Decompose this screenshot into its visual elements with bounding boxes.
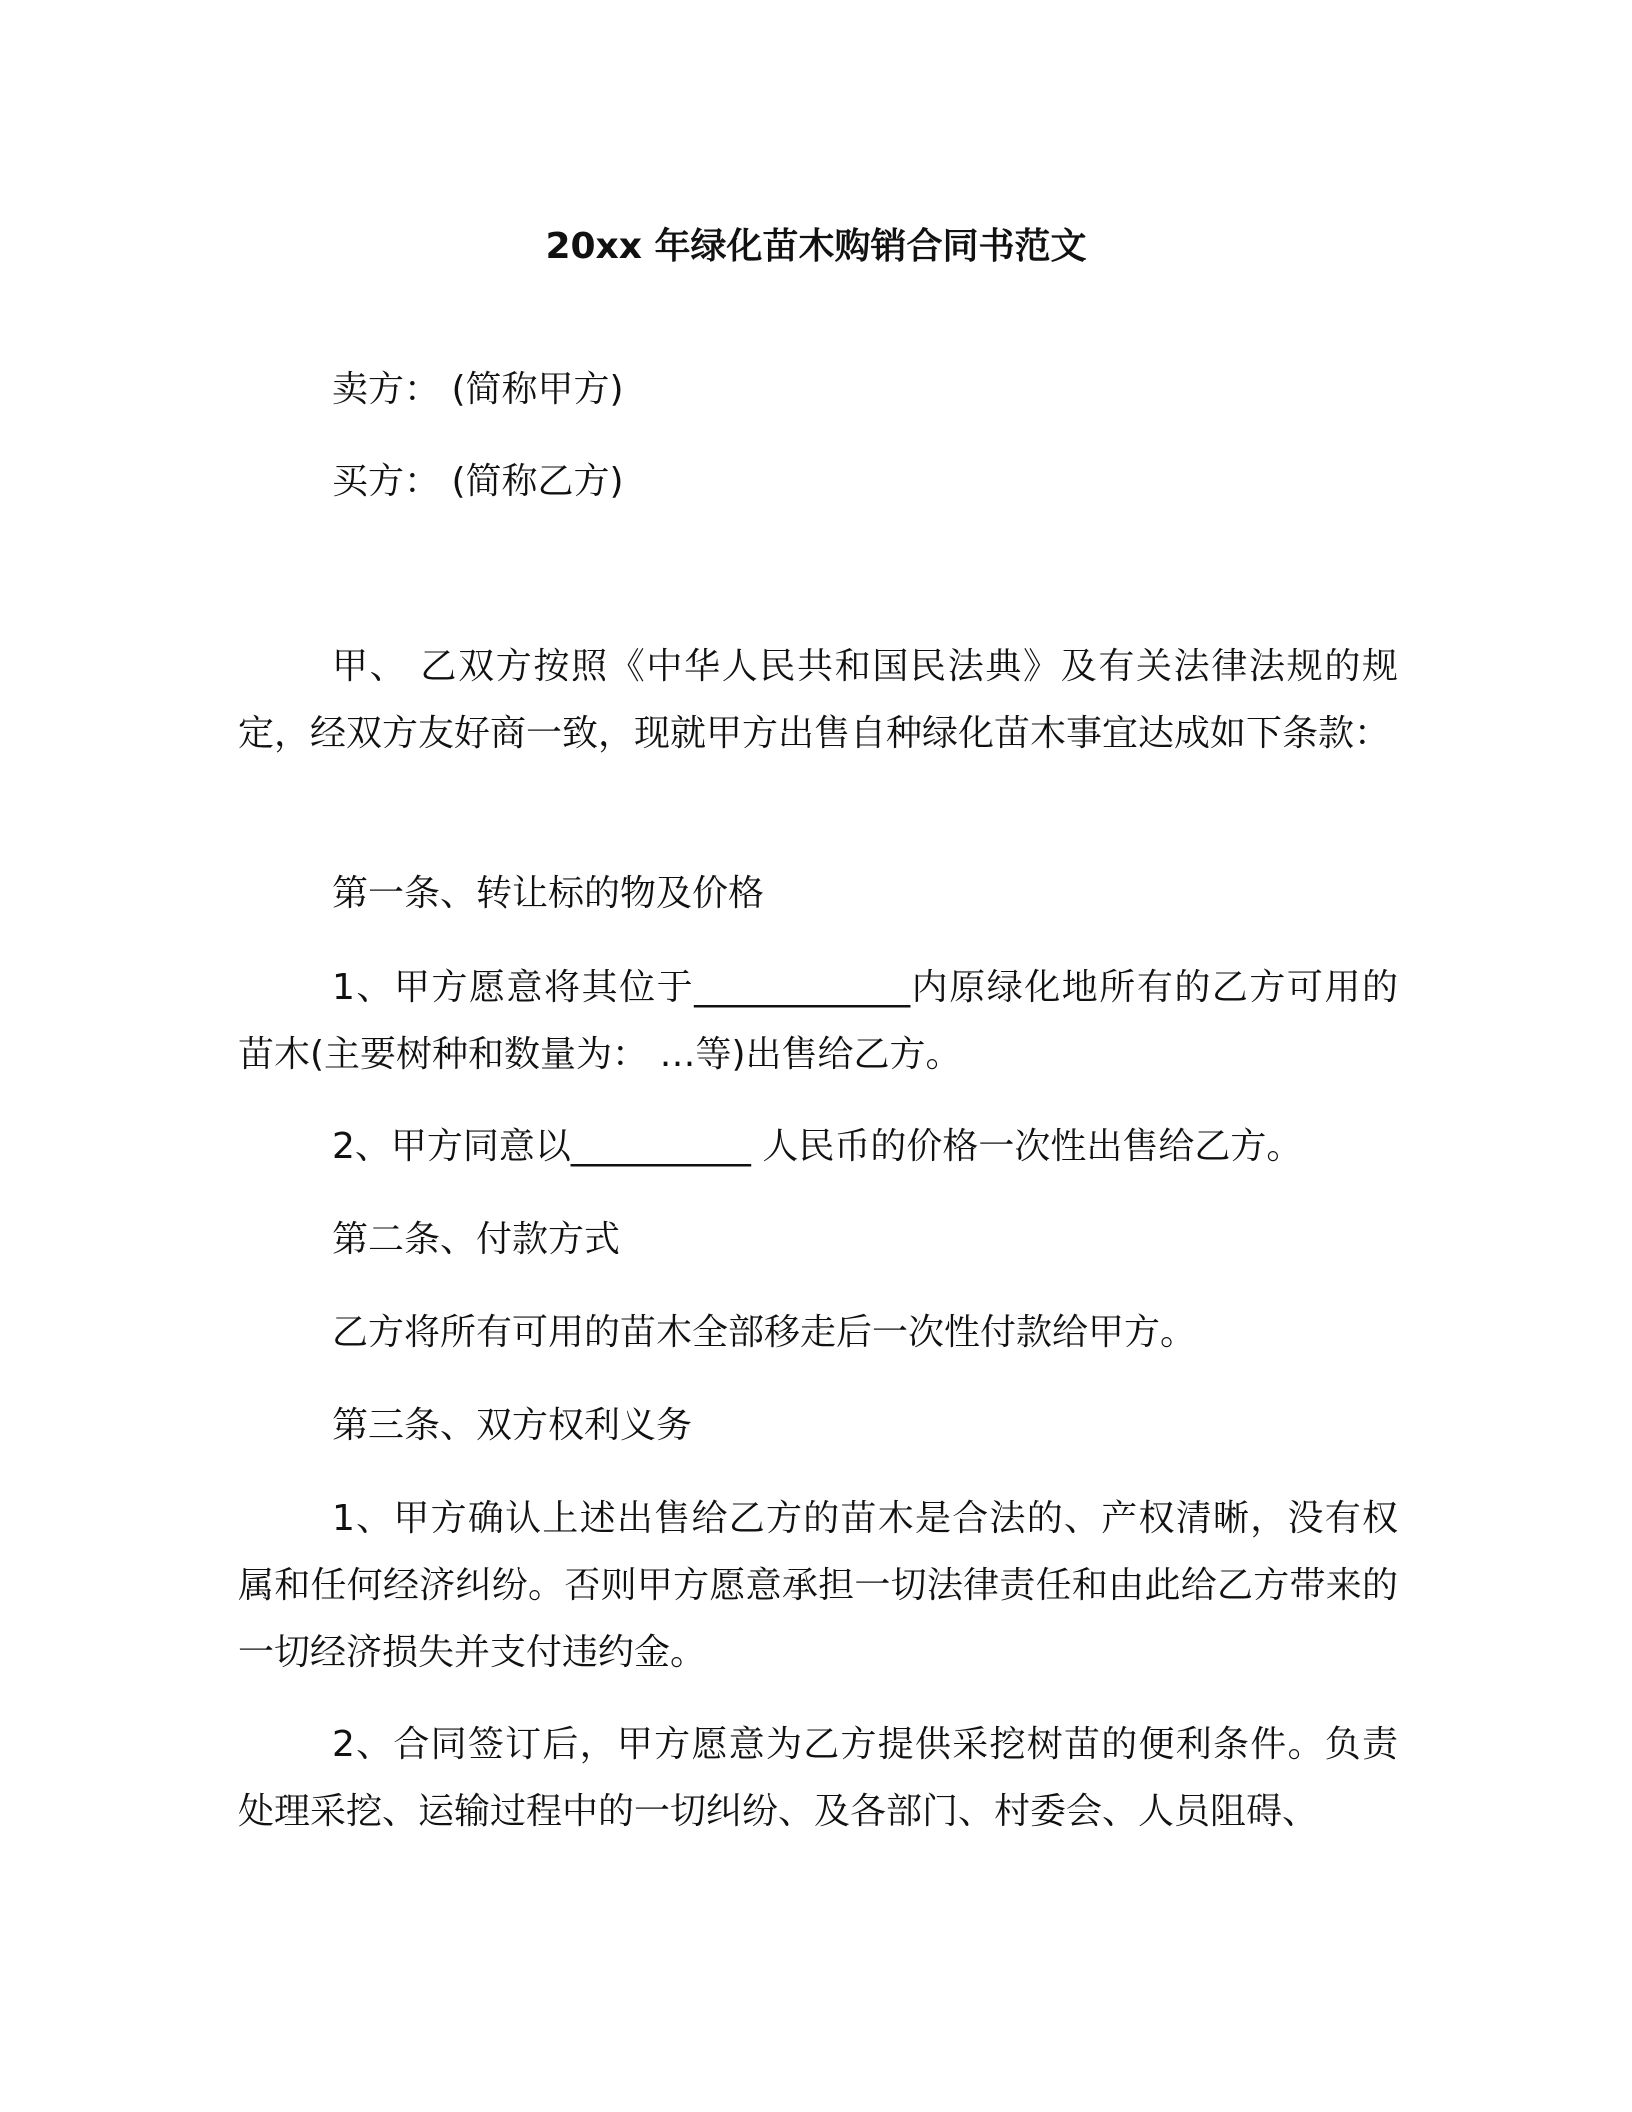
document-title: 20xx 年绿化苗木购销合同书范文 [545,226,1087,267]
article3-heading: 第三条、双方权利义务 [332,1405,693,1446]
seller-line: 卖方： (简称甲方) [332,369,624,410]
buyer-line: 买方： (简称乙方) [332,461,624,502]
article2-heading: 第二条、付款方式 [332,1219,621,1260]
article1-item2-text-after: 人民币的价格一次性出售给乙方。 [750,1126,1303,1167]
article1-item2-text-before: 2、甲方同意以 [332,1126,571,1167]
article3-item2: 2、合同签订后，甲方愿意为乙方提供采挖树苗的便利条件。负责处理采挖、运输过程中的一切纠纷、及各部门、村委会、人员阻碍、 [238,1724,1398,1832]
article1-heading: 第一条、转让标的物及价格 [332,873,765,914]
intro-paragraph: 甲、 乙双方按照《中华人民共和国民法典》及有关法律法规的规定，经双方友好商一致，现就甲方出售自种绿化苗木事宜达成如下条款： [238,646,1398,754]
article1-item1-blank: ____________ [694,967,911,1008]
article3-item1: 1、甲方确认上述出售给乙方的苗木是合法的、产权清晰，没有权属和任何经济纠纷。否则甲方愿意承担一切法律责任和由此给乙方带来的一切经济损失并支付违约金。 [238,1498,1398,1673]
article1-item2 [332,1113,1302,1180]
article1-item1-text-before: 1、甲方愿意将其位于 [332,967,695,1008]
article1-item1 [238,954,1398,1088]
article1-item1-text-after: 内原绿化地所有的乙方可用的苗木(主要树种和数量为： …等)出售给乙方。 [238,967,1398,1075]
article2-text: 乙方将所有可用的苗木全部移走后一次性付款给甲方。 [332,1312,1197,1353]
article1-item2-blank: __________ [570,1126,751,1167]
